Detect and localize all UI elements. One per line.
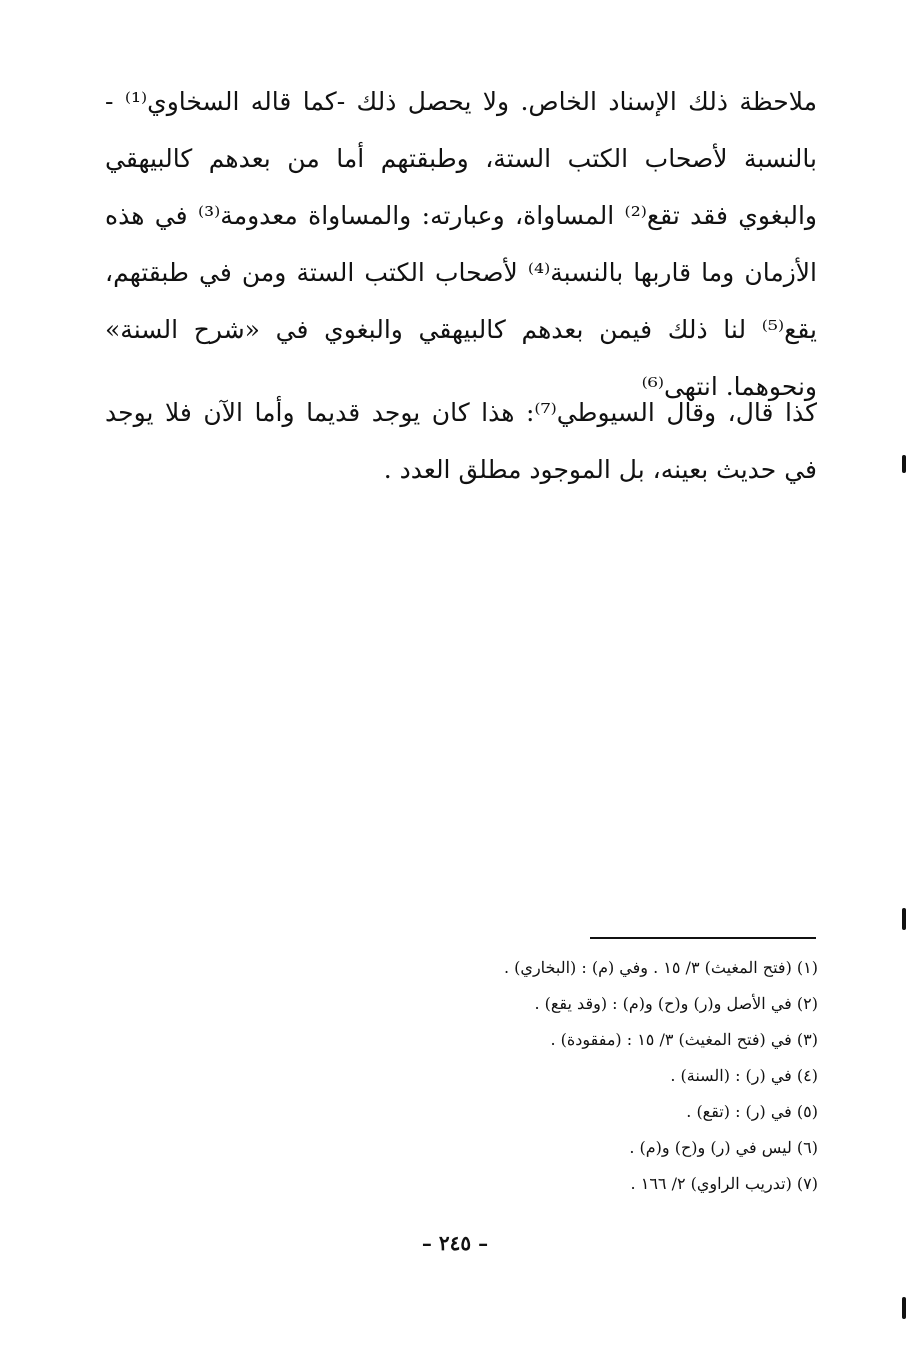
- text-line: ونحوهما. انتهى⁽⁶⁾: [641, 372, 817, 401]
- text-line: بالنسبة لأصحاب الكتب الستة، وطبقتهم أما من بعدهم كالبيهقي: [105, 144, 817, 173]
- footnote-4: (٤) في (ر) : (السنة) .: [670, 1066, 818, 1085]
- main-paragraph-2: [105, 384, 817, 498]
- text-line: الأزمان وما قاربها بالنسبة⁽⁴⁾ لأصحاب الكتب الستة ومن في طبقتهم،: [105, 258, 817, 287]
- scan-edge-mark: [902, 908, 906, 930]
- page-number: – ٢٤٥ –: [421, 1231, 489, 1255]
- text-line: والبغوي فقد تقع⁽²⁾ المساواة، وعبارته: والمساواة معدومة⁽³⁾ في هذه: [105, 201, 817, 230]
- footnotes-list: [300, 950, 818, 1202]
- text-line: ملاحظة ذلك الإسناد الخاص. ولا يحصل ذلك -كما قاله السخاوي⁽¹⁾ -: [105, 87, 817, 116]
- footnote-3: (٣) في (فتح المغيث) ٣/ ١٥ : (مفقودة) .: [550, 1030, 818, 1049]
- footnote-7: (٧) (تدريب الراوي) ٢/ ١٦٦ .: [630, 1174, 818, 1193]
- main-paragraph-1: [105, 73, 817, 415]
- scan-edge-mark: [902, 455, 906, 473]
- footnote-separator: [590, 937, 816, 939]
- text-line: يقع⁽⁵⁾ لنا ذلك فيمن بعدهم كالبيهقي والبغوي في «شرح السنة»: [105, 315, 817, 344]
- footnote-6: (٦) ليس في (ر) و(ح) و(م) .: [629, 1138, 818, 1157]
- text-line: في حديث بعينه، بل الموجود مطلق العدد .: [383, 455, 817, 484]
- scan-edge-mark: [902, 1297, 906, 1319]
- footnote-5: (٥) في (ر) : (تقع) .: [686, 1102, 818, 1121]
- footnote-2: (٢) في الأصل و(ر) و(ح) و(م) : (وقد يقع) .: [534, 994, 818, 1013]
- footnote-1: (١) (فتح المغيث) ٣/ ١٥ . وفي (م) : (البخاري) .: [504, 958, 818, 977]
- text-line: كذا قال، وقال السيوطي⁽⁷⁾: هذا كان يوجد قديما وأما الآن فلا يوجد: [105, 398, 817, 427]
